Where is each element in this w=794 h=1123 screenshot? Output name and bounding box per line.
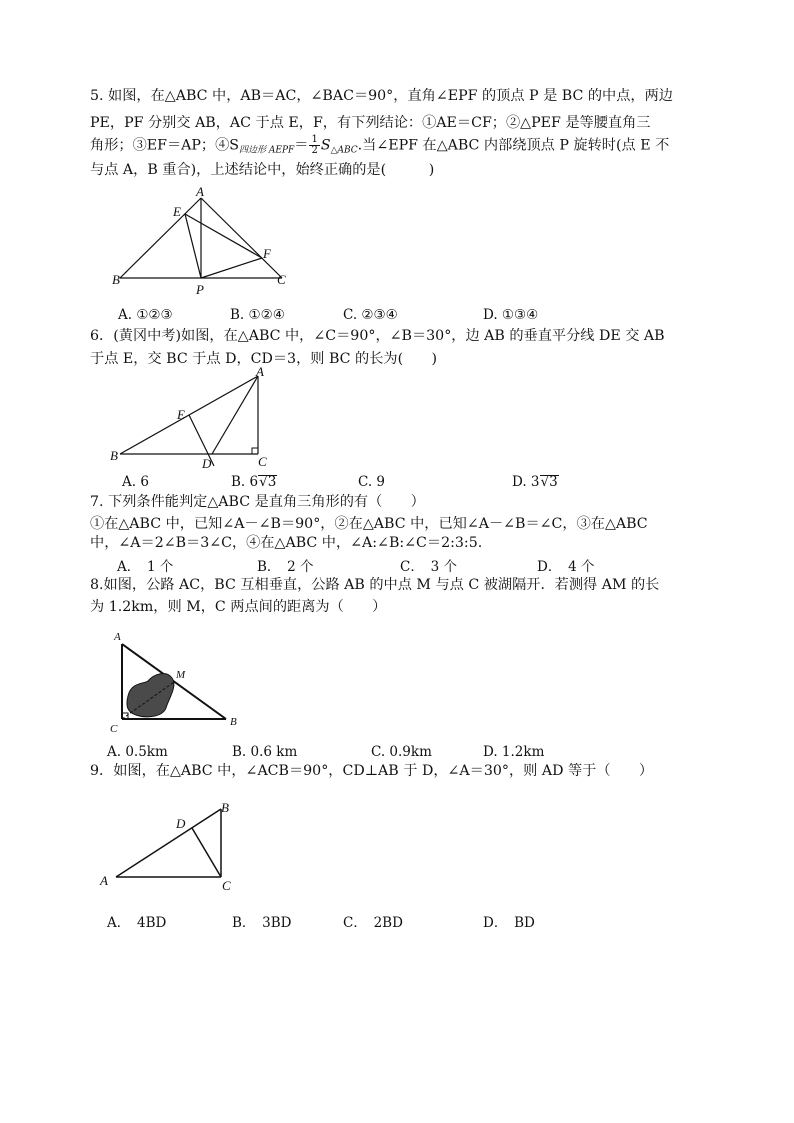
q5-option-c: C. ②③④ xyxy=(343,307,398,323)
q9-label-d: D xyxy=(176,816,186,831)
q6-option-b-radicand: 3 xyxy=(267,474,277,490)
q9-altitude-cd xyxy=(192,828,221,877)
q5-label-p: P xyxy=(196,282,204,297)
q8-line-1: 8.如图，公路 AC，BC 互相垂直，公路 AB 的中点 M 与点 C 被湖隔开．若测得 AM 的长 xyxy=(90,577,660,593)
q5-option-d: D. ①③④ xyxy=(483,307,539,323)
q5-label-f: F xyxy=(263,246,271,261)
q7-option-d: D． 4 个 xyxy=(537,559,595,575)
q9-option-c: C． 2BD xyxy=(343,915,403,931)
q9-label-c: C xyxy=(222,878,231,893)
q8-figure xyxy=(106,626,246,736)
q9-line-1: 9．如图，在△ABC 中，∠ACB＝90°，CD⊥AB 于 D，∠A＝30°，则 AD 等于（ ） xyxy=(90,763,654,779)
q5-line-1: 5. 如图，在△ABC 中，AB＝AC，∠BAC＝90°，直角∠EPF 的顶点 P 是 BC 的中点，两边 xyxy=(90,88,673,104)
q9-label-b: B xyxy=(221,800,229,815)
q5-line-3 xyxy=(90,135,669,161)
q5-label-b: B xyxy=(112,272,120,287)
q8-option-c: C. 0.9km xyxy=(371,744,432,760)
q7-line-3: 中，∠A＝2∠B＝3∠C，④在△ABC 中，∠A:∠B:∠C＝2:3:5. xyxy=(90,535,483,551)
q6-option-d-radicand: 3 xyxy=(549,474,558,490)
q5-line-3-b: .当∠EPF 在△ABC 内部绕顶点 P 旋转时(点 E 不 xyxy=(357,137,670,154)
q6-option-d-text: D. 3 xyxy=(512,474,540,490)
q6-option-b xyxy=(231,474,277,490)
q5-s: S xyxy=(320,137,331,154)
q8-option-d: D. 1.2km xyxy=(483,744,545,760)
q9-figure xyxy=(94,796,244,896)
q6-label-d: D xyxy=(202,456,212,471)
q7-option-b: B． 2 个 xyxy=(257,559,314,575)
q5-label-c: C xyxy=(277,272,286,287)
q6-option-c: C. 9 xyxy=(358,474,386,490)
q5-area-subscript: 四边形 AEPF xyxy=(239,145,295,156)
q5-label-a: A xyxy=(196,186,204,199)
q6-segment-ad xyxy=(212,376,258,454)
q9-option-b: B． 3BD xyxy=(232,915,292,931)
q8-label-m: M xyxy=(176,669,186,681)
q7-line-2: ①在△ABC 中，已知∠A－∠B＝90°，②在△ABC 中，已知∠A－∠B＝∠C，③在△ABC xyxy=(90,516,648,532)
q5-line-4: 与点 A，B 重合)，上述结论中，始终正确的是( ) xyxy=(90,162,435,178)
q6-line-1: 6．(黄冈中考)如图，在△ABC 中，∠C＝90°，∠B＝30°，边 AB 的垂直平分线 DE 交 AB xyxy=(90,328,665,344)
q5-label-e: E xyxy=(173,204,181,219)
q5-fraction xyxy=(309,135,319,156)
q5-line-3-a: 角形；③EF＝AP；④S xyxy=(90,137,240,154)
q7-option-c: C． 3 个 xyxy=(400,559,457,575)
q5-equals: ＝ xyxy=(294,137,309,154)
q5-option-b: B. ①②④ xyxy=(230,307,285,323)
q5-side-ab xyxy=(120,198,201,278)
q5-frac-den: 2 xyxy=(311,145,318,156)
q7-line-1: 7. 下列条件能判定△ABC 是直角三角形的有（ ） xyxy=(90,494,425,510)
q6-option-d-radical: √3 xyxy=(540,474,558,490)
q5-option-a: A. ①②③ xyxy=(118,307,173,323)
q8-lake xyxy=(127,674,174,717)
q8-label-a: A xyxy=(114,631,121,643)
q6-label-b: B xyxy=(110,448,118,463)
q5-figure xyxy=(110,186,300,301)
q9-option-a: A． 4BD xyxy=(107,915,167,931)
q5-line-2: PE，PF 分别交 AB，AC 于点 E，F，有下列结论：①AE＝CF；②△PEF 是等腰直角三 xyxy=(90,115,651,131)
q6-option-a: A. 6 xyxy=(122,474,149,490)
q5-segment-pe xyxy=(185,214,201,278)
q9-label-a: A xyxy=(100,873,108,888)
q6-label-a: A xyxy=(256,364,264,379)
q8-label-b: B xyxy=(230,716,237,728)
q8-label-c: C xyxy=(110,723,118,735)
q8-option-b: B. 0.6 km xyxy=(232,744,298,760)
q8-option-a: A. 0.5km xyxy=(107,744,168,760)
q6-option-b-radical: √3 xyxy=(259,474,277,490)
q6-figure xyxy=(108,362,283,474)
q5-segment-pf xyxy=(201,258,262,278)
q7-option-a: A． 1 个 xyxy=(117,559,174,575)
q6-option-d xyxy=(512,474,559,490)
q8-line-2: 为 1.2km，则 M，C 两点间的距离为（ ） xyxy=(90,599,387,615)
q5-side-ac xyxy=(201,198,282,278)
q5-triangle-subscript: △ABC xyxy=(330,145,358,156)
q9-side-ab xyxy=(116,809,221,877)
q6-label-c: C xyxy=(258,454,267,469)
q9-option-d: D． BD xyxy=(483,915,535,931)
q6-label-e: E xyxy=(177,407,185,422)
q5-frac-num: 1 xyxy=(311,134,318,145)
q6-line-2: 于点 E，交 BC 于点 D，CD＝3，则 BC 的长为( ) xyxy=(90,351,438,367)
q6-option-b-text: B. 6 xyxy=(231,474,259,490)
